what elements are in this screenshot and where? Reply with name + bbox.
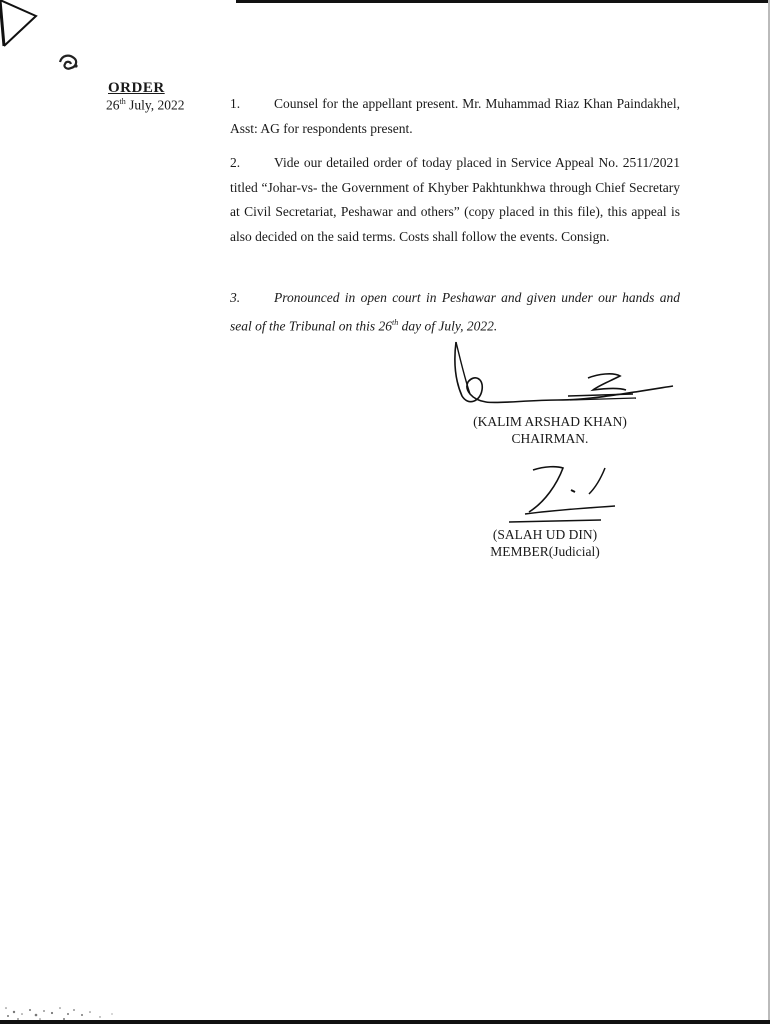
paragraph-text: Counsel for the appellant present. Mr. Muhammad Riaz Khan Paindakhel, Asst: AG for respondents present. <box>230 96 680 136</box>
member-name: (SALAH UD DIN) <box>492 527 598 542</box>
order-title: ORDER <box>108 80 165 96</box>
chairman-name: (KALIM ARSHAD KHAN) <box>473 414 627 429</box>
chairman-block <box>445 413 655 447</box>
paragraph-2 <box>230 151 680 249</box>
ink-blot-mark <box>57 52 81 72</box>
date-day: 26 <box>106 97 120 113</box>
chairman-title: CHAIRMAN. <box>511 431 589 446</box>
order-date <box>106 97 185 114</box>
member-signature <box>505 460 630 528</box>
chairman-signature <box>448 338 678 413</box>
paragraph-3 <box>230 286 680 339</box>
paragraph-text-before: Pronounced in open court in Peshawar and given under our hands and seal of the Tribunal on this 26 <box>230 290 680 333</box>
scan-noise <box>0 984 140 1024</box>
date-suffix: th <box>119 97 126 106</box>
paragraph-number: 1. <box>230 96 241 111</box>
paragraph-number: 3. <box>230 290 241 305</box>
paragraph-text: Vide our detailed order of today placed in Service Appeal No. 2511/2021 titled “Johar-vs- the Government of Khyber Pakhtunkhwa through Chief Secretary at Civil Secretariat, Peshawar and others” (copy placed in this file), this appeal is also decided on the said terms. Costs shall follow the events. Consign. <box>230 155 680 244</box>
paragraph-1 <box>230 92 680 141</box>
member-title: MEMBER(Judicial) <box>490 544 600 559</box>
paragraph-text-after: day of July, 2022. <box>398 318 498 333</box>
member-block <box>450 526 640 560</box>
corner-fold-mark <box>0 0 40 50</box>
paragraph-number: 2. <box>230 155 241 170</box>
date-rest: July, 2022 <box>125 97 185 113</box>
paragraph-sup: th <box>392 317 399 327</box>
